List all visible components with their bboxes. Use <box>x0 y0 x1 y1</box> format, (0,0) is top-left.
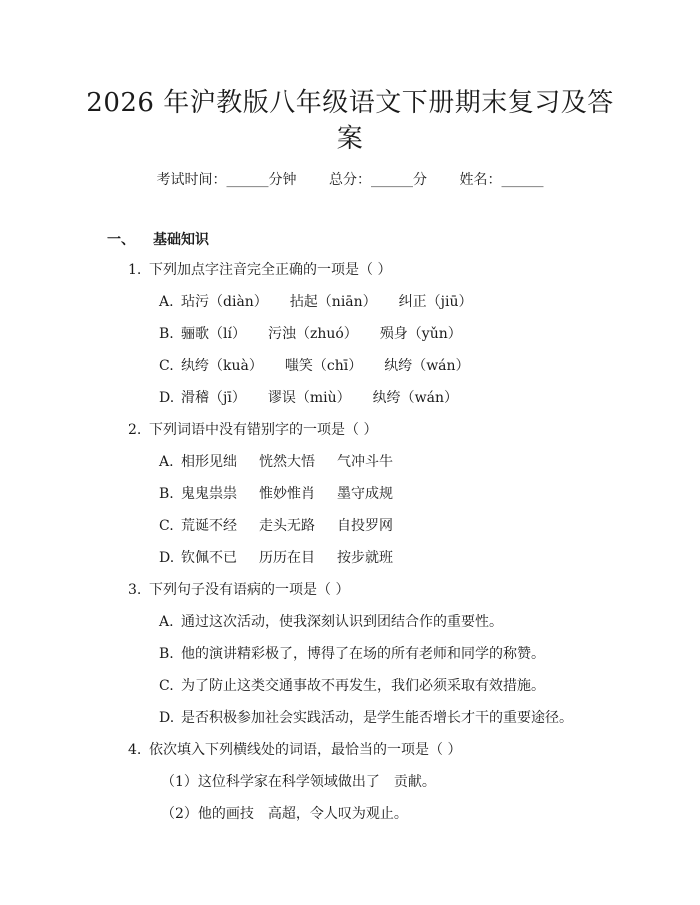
option-text: 为了防止这类交通事故不再发生，我们必须采取有效措施。 <box>181 678 545 694</box>
q4-sub-item-2: （2）他的画技 高超，令人叹为观止。 <box>161 806 408 822</box>
option-letter: A. <box>159 454 174 470</box>
q4-sub-item-1: （1）这位科学家在科学领域做出了 贡献。 <box>161 774 436 790</box>
q2-option-d <box>159 548 415 568</box>
q1-option-a <box>159 292 495 312</box>
option-item: 纠正（jiū） <box>398 294 473 310</box>
q1-option-c <box>159 356 492 376</box>
question-4 <box>128 740 461 760</box>
q3-option-c <box>159 676 545 696</box>
option-text: 他的演讲精彩极了，博得了在场的所有老师和同学的称赞。 <box>181 646 545 662</box>
option-letter: C. <box>159 518 174 534</box>
option-letter: D. <box>159 550 175 566</box>
question-text: 下列词语中没有错别字的一项是（ ） <box>149 422 378 438</box>
question-number: 3. <box>128 582 142 598</box>
option-letter: C. <box>159 678 174 694</box>
question-text: 下列句子没有语病的一项是（ ） <box>149 582 350 598</box>
q3-option-a <box>159 612 503 632</box>
option-item: 走头无路 <box>259 518 315 534</box>
option-item: 拈起（niān） <box>289 294 377 310</box>
option-letter: B. <box>159 326 174 342</box>
section-heading <box>107 230 209 250</box>
option-item: 纨绔（wán） <box>384 358 470 374</box>
section-number: 一、 <box>107 232 135 248</box>
q2-option-b <box>159 484 415 504</box>
question-text: 下列加点字注音完全正确的一项是（ ） <box>149 262 392 278</box>
option-letter: B. <box>159 646 174 662</box>
option-item: 污浊（zhuó） <box>267 326 358 342</box>
section-title: 基础知识 <box>153 232 209 248</box>
q2-option-c <box>159 516 415 536</box>
student-name-field: 姓名：______ <box>459 172 544 188</box>
question-2 <box>128 420 377 440</box>
question-1 <box>128 260 391 280</box>
option-item: 玷污（diàn） <box>181 294 268 310</box>
option-item: 滑稽（jī） <box>181 390 246 406</box>
option-item: 钦佩不已 <box>181 550 237 566</box>
option-letter: C. <box>159 358 174 374</box>
option-letter: B. <box>159 486 174 502</box>
exam-time-field: 考试时间：______分钟 <box>156 172 297 188</box>
option-item: 恍然大悟 <box>259 454 315 470</box>
option-item: 自投罗网 <box>337 518 393 534</box>
option-item: 纨绔（kuà） <box>181 358 263 374</box>
q2-option-a <box>159 452 415 472</box>
option-item: 谬误（miù） <box>267 390 351 406</box>
exam-info <box>0 170 700 190</box>
q3-option-d <box>159 708 573 728</box>
question-number: 2. <box>128 422 142 438</box>
question-number: 4. <box>128 742 142 758</box>
option-item: 荒诞不经 <box>181 518 237 534</box>
option-item: 嗤笑（chī） <box>284 358 363 374</box>
option-text: 通过这次活动，使我深刻认识到团结合作的重要性。 <box>181 614 503 630</box>
option-item: 骊歌（lí） <box>181 326 246 342</box>
option-item: 按步就班 <box>337 550 393 566</box>
option-letter: D. <box>159 390 175 406</box>
question-text: 依次填入下列横线处的词语，最恰当的一项是（ ） <box>149 742 462 758</box>
q3-option-b <box>159 644 545 664</box>
q1-option-b <box>159 324 484 344</box>
option-text: 是否积极参加社会实践活动，是学生能否增长才干的重要途径。 <box>181 710 573 726</box>
option-item: 惟妙惟肖 <box>259 486 315 502</box>
option-item: 纨绔（wán） <box>372 390 458 406</box>
total-score-field: 总分：______分 <box>329 172 427 188</box>
option-item: 历历在目 <box>259 550 315 566</box>
option-letter: A. <box>159 614 174 630</box>
option-item: 鬼鬼祟祟 <box>181 486 237 502</box>
q1-option-d <box>159 388 480 408</box>
document-title-line-2: 案 <box>336 124 364 154</box>
option-item: 殒身（yǔn） <box>379 326 462 342</box>
option-letter: A. <box>159 294 174 310</box>
option-item: 相形见绌 <box>181 454 237 470</box>
option-item: 气冲斗牛 <box>337 454 393 470</box>
option-letter: D. <box>159 710 175 726</box>
question-number: 1. <box>128 262 142 278</box>
option-item: 墨守成规 <box>337 486 393 502</box>
question-3 <box>128 580 349 600</box>
document-title-line-1: 2026 年沪教版八年级语文下册期末复习及答 <box>86 88 614 118</box>
